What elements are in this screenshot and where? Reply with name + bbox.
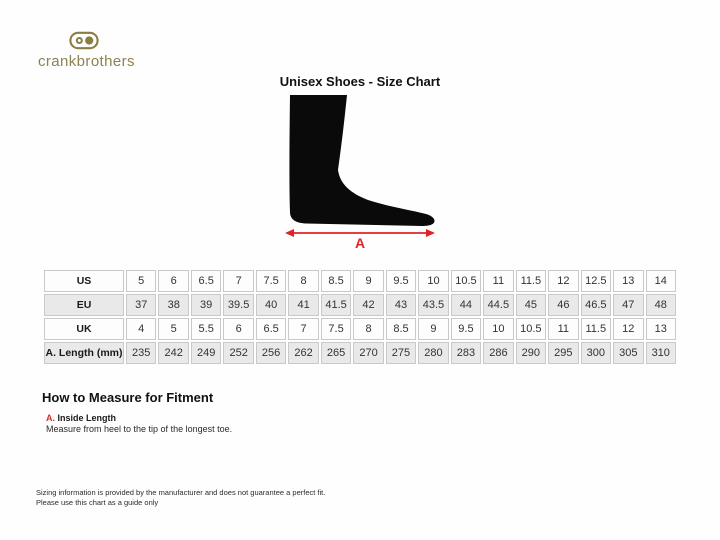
size-cell: 9	[353, 270, 383, 292]
size-cell: 290	[516, 342, 546, 364]
size-cell: 12.5	[581, 270, 611, 292]
size-cell: 43	[386, 294, 416, 316]
size-cell: 43.5	[418, 294, 448, 316]
size-cell: 6	[158, 270, 188, 292]
size-cell: 270	[353, 342, 383, 364]
size-cell: 11.5	[516, 270, 546, 292]
footer-line-2: Please use this chart as a guide only	[36, 497, 159, 507]
size-cell: 5	[158, 318, 188, 340]
size-cell: 295	[548, 342, 578, 364]
footer-line-1: Sizing information is provided by the manufacturer and does not guarantee a perfect fit.	[36, 488, 326, 497]
brand-logo	[38, 31, 135, 70]
size-cell: 12	[548, 270, 578, 292]
size-cell: 305	[613, 342, 643, 364]
size-cell: 8.5	[386, 318, 416, 340]
size-cell: 11.5	[581, 318, 611, 340]
size-cell: 8	[353, 318, 383, 340]
measure-item-label	[46, 413, 116, 423]
foot-silhouette-icon	[280, 94, 436, 228]
row-header: EU	[44, 294, 124, 316]
size-cell: 10	[483, 318, 513, 340]
size-cell: 256	[256, 342, 286, 364]
size-cell: 9	[418, 318, 448, 340]
size-cell: 6.5	[256, 318, 286, 340]
measure-item-letter: A.	[46, 413, 55, 423]
size-cell: 9.5	[451, 318, 481, 340]
size-cell: 38	[158, 294, 188, 316]
size-cell: 252	[223, 342, 253, 364]
size-cell: 262	[288, 342, 318, 364]
table-row	[44, 342, 676, 364]
row-header: US	[44, 270, 124, 292]
size-cell: 46.5	[581, 294, 611, 316]
row-header: A. Length (mm)	[44, 342, 124, 364]
size-cell: 249	[191, 342, 221, 364]
size-cell: 11	[548, 318, 578, 340]
size-cell: 5	[126, 270, 156, 292]
table-row	[44, 270, 676, 292]
footer-disclaimer	[36, 488, 325, 507]
size-cell: 45	[516, 294, 546, 316]
size-cell: 47	[613, 294, 643, 316]
size-cell: 7.5	[321, 318, 351, 340]
table-row	[44, 318, 676, 340]
size-cell: 39	[191, 294, 221, 316]
size-cell: 6	[223, 318, 253, 340]
table-row	[44, 294, 676, 316]
size-cell: 39.5	[223, 294, 253, 316]
size-cell: 10.5	[516, 318, 546, 340]
size-cell: 13	[646, 318, 677, 340]
size-cell: 11	[483, 270, 513, 292]
size-cell: 7.5	[256, 270, 286, 292]
size-cell: 46	[548, 294, 578, 316]
size-cell: 6.5	[191, 270, 221, 292]
size-cell: 14	[646, 270, 677, 292]
size-cell: 41	[288, 294, 318, 316]
size-cell: 8	[288, 270, 318, 292]
size-chart-table	[42, 268, 678, 366]
size-cell: 280	[418, 342, 448, 364]
size-cell: 44.5	[483, 294, 513, 316]
size-cell: 8.5	[321, 270, 351, 292]
measure-section-heading: How to Measure for Fitment	[42, 390, 214, 405]
size-cell: 44	[451, 294, 481, 316]
crankbrothers-pedal-logo-icon	[69, 31, 99, 50]
brand-name: crankbrothers	[38, 53, 135, 70]
size-cell: 9.5	[386, 270, 416, 292]
size-cell: 283	[451, 342, 481, 364]
size-cell: 41.5	[321, 294, 351, 316]
measure-item-description: Measure from heel to the tip of the longest toe.	[46, 424, 233, 434]
size-cell: 265	[321, 342, 351, 364]
size-cell: 4	[126, 318, 156, 340]
size-cell: 10	[418, 270, 448, 292]
page-title: Unisex Shoes - Size Chart	[279, 74, 441, 89]
measure-item-title: Inside Length	[57, 413, 117, 423]
size-cell: 37	[126, 294, 156, 316]
size-cell: 42	[353, 294, 383, 316]
size-cell: 235	[126, 342, 156, 364]
row-header: UK	[44, 318, 124, 340]
size-cell: 5.5	[191, 318, 221, 340]
size-cell: 7	[288, 318, 318, 340]
size-cell: 48	[646, 294, 677, 316]
size-cell: 40	[256, 294, 286, 316]
inside-length-arrow-label: A	[354, 235, 366, 251]
size-cell: 13	[613, 270, 643, 292]
size-cell: 12	[613, 318, 643, 340]
size-cell: 275	[386, 342, 416, 364]
size-cell: 242	[158, 342, 188, 364]
size-cell: 286	[483, 342, 513, 364]
size-cell: 7	[223, 270, 253, 292]
size-cell: 310	[646, 342, 677, 364]
size-cell: 300	[581, 342, 611, 364]
size-cell: 10.5	[451, 270, 481, 292]
